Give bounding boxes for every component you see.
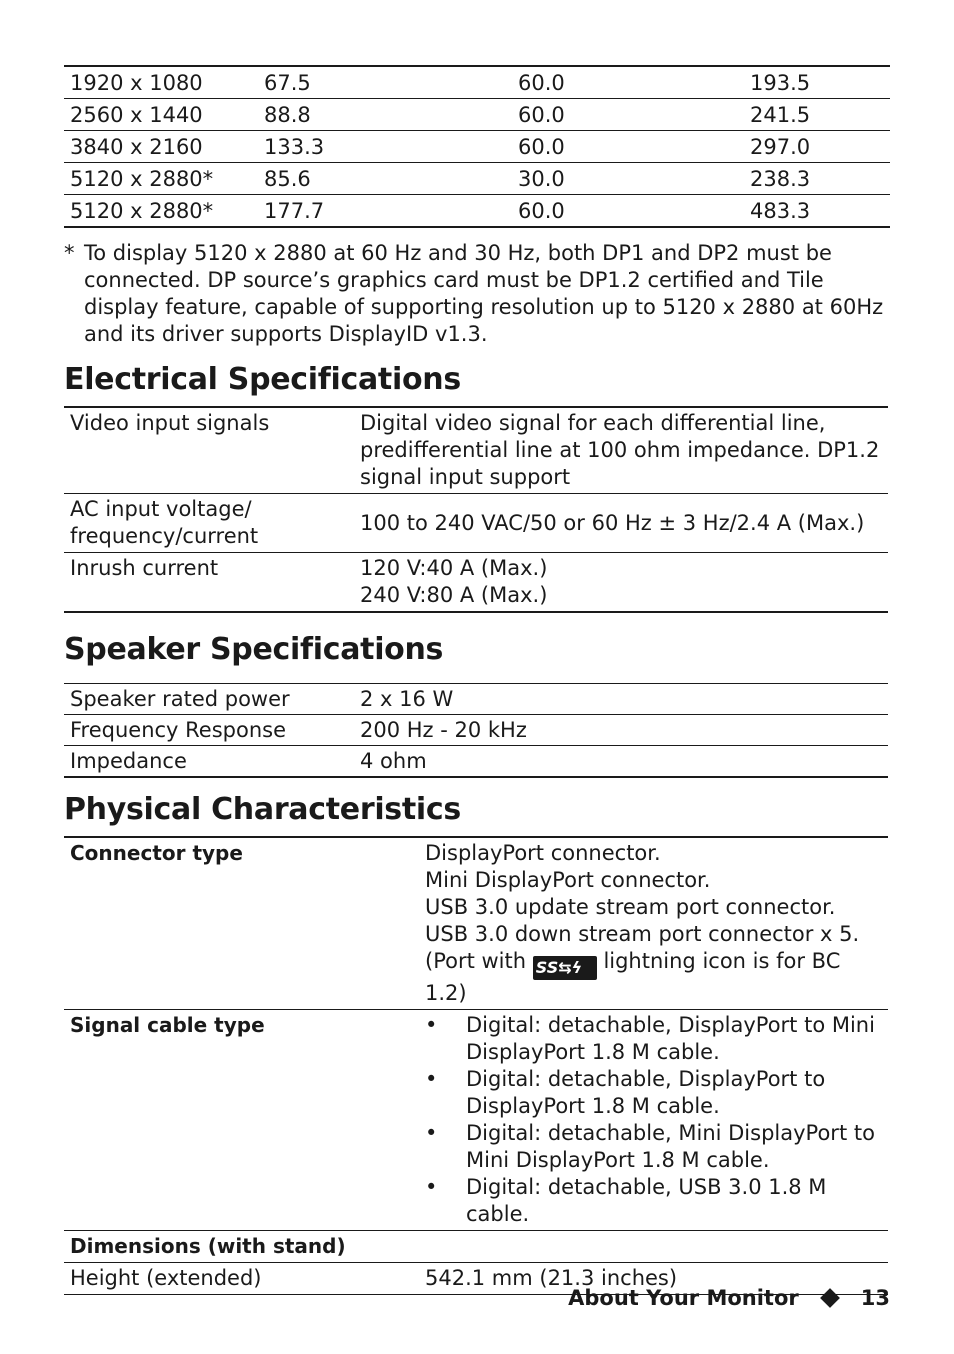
resolution-cell: 3840 x 2160 <box>64 131 258 163</box>
footnote <box>64 240 894 348</box>
list-item: • Digital: detachable, DisplayPort to Mini DisplayPort 1.8 M cable. <box>425 1012 882 1066</box>
speaker-heading: Speaker Specifications <box>64 632 444 667</box>
physical-heading: Physical Characteristics <box>64 792 461 827</box>
row-label: Dimensions (with stand) <box>64 1231 888 1263</box>
vfreq-cell: 60.0 <box>512 66 744 99</box>
value-line: USB 3.0 down stream port connector x 5. <box>425 922 860 946</box>
table-row <box>64 131 890 163</box>
row-label: Speaker rated power <box>64 684 354 715</box>
page-footer <box>568 1286 890 1310</box>
note-suffix: lightning icon is for BC 1.2) <box>425 949 841 1005</box>
list-item: • Digital: detachable, DisplayPort to DisplayPort 1.8 M cable. <box>425 1066 882 1120</box>
hfreq-cell: 85.6 <box>258 163 512 195</box>
diamond-icon <box>820 1288 840 1308</box>
cable-list <box>425 1012 882 1228</box>
pixel-clock-cell: 483.3 <box>750 198 811 223</box>
vfreq-cell: 60.0 <box>512 131 744 163</box>
footer-section-title: About Your Monitor <box>568 1286 799 1310</box>
row-label: Height (extended) <box>64 1263 419 1295</box>
value-line: DisplayPort connector. <box>425 841 661 865</box>
row-value: 100 to 240 VAC/50 or 60 Hz ± 3 Hz/2.4 A (Max.) <box>354 494 888 553</box>
table-row <box>64 66 890 99</box>
pixel-clock-cell: 241.5 <box>744 99 890 131</box>
connector-note <box>425 948 882 1007</box>
usb-superspeed-lightning-icon: SS⇆ϟ <box>533 956 597 980</box>
row-value: 542.1 mm (21.3 inches) <box>419 1263 888 1295</box>
row-label <box>64 494 354 553</box>
table-row <box>64 163 890 195</box>
table-row <box>64 746 888 778</box>
row-label: Inrush current <box>64 553 354 613</box>
table-row <box>64 195 890 228</box>
page-number: 13 <box>860 1286 890 1310</box>
table-row <box>64 99 890 131</box>
table-row <box>64 684 888 715</box>
row-value: 2 x 16 W <box>354 684 888 715</box>
table-row <box>64 715 888 746</box>
table-row <box>64 407 888 494</box>
value-line: 240 V:80 A (Max.) <box>360 583 548 607</box>
electrical-heading: Electrical Specifications <box>64 362 461 397</box>
hfreq-cell: 133.3 <box>258 131 512 163</box>
list-item: • Digital: detachable, Mini DisplayPort to Mini DisplayPort 1.8 M cable. <box>425 1120 882 1174</box>
table-row <box>64 1010 888 1231</box>
row-label: Video input signals <box>64 407 354 494</box>
row-value <box>419 837 888 1010</box>
value-line: 120 V:40 A (Max.) <box>360 556 548 580</box>
row-label: Impedance <box>64 746 354 778</box>
row-value <box>419 1010 888 1231</box>
row-value: Digital video signal for each differential line, predifferential line at 100 ohm impedance. DP1.2 signal input support <box>354 407 888 494</box>
row-value: 4 ohm <box>354 746 888 778</box>
hfreq-cell: 88.8 <box>258 99 512 131</box>
footnote-marker: * <box>64 241 75 265</box>
value-line: Mini DisplayPort connector. <box>425 868 711 892</box>
row-label: Signal cable type <box>64 1010 419 1231</box>
speaker-table <box>64 683 888 778</box>
table-row <box>64 837 888 1010</box>
table-row <box>64 553 888 613</box>
hfreq-cell: 67.5 <box>258 66 512 99</box>
list-item: • Digital: detachable, USB 3.0 1.8 M cable. <box>425 1174 882 1228</box>
row-label: Frequency Response <box>64 715 354 746</box>
vfreq-cell: 60.0 <box>512 99 744 131</box>
table-row <box>64 494 888 553</box>
row-value <box>354 553 888 613</box>
electrical-table <box>64 406 888 613</box>
row-label: Connector type <box>64 837 419 1010</box>
label-line: AC input voltage/ <box>70 497 252 521</box>
footnote-text: To display 5120 x 2880 at 60 Hz and 30 Hz, both DP1 and DP2 must be connected. DP source’s graphics card must be DP1.2 certified and Tile display feature, capable of supporting resolution up to 5120 x 2880 at 60Hz and its driver supports DisplayID v1.3. <box>84 241 884 346</box>
pixel-clock-cell: 297.0 <box>744 131 890 163</box>
label-line: frequency/current <box>70 524 259 548</box>
vfreq-cell: 30.0 <box>512 163 744 195</box>
note-prefix: (Port with <box>425 949 527 973</box>
vfreq-cell: 60.0 <box>518 198 565 223</box>
pixel-clock-cell: 193.5 <box>744 66 890 99</box>
table-row <box>64 1231 888 1263</box>
value-line: USB 3.0 update stream port connector. <box>425 895 836 919</box>
resolution-cell: 5120 x 2880* <box>64 163 258 195</box>
pixel-clock-cell: 238.3 <box>744 163 890 195</box>
hfreq-cell: 177.7 <box>264 198 325 223</box>
resolution-cell: 2560 x 1440 <box>64 99 258 131</box>
timing-table <box>64 65 890 228</box>
resolution-cell: 1920 x 1080 <box>64 66 258 99</box>
physical-table <box>64 836 888 1295</box>
row-value: 200 Hz - 20 kHz <box>354 715 888 746</box>
resolution-cell: 5120 x 2880* <box>70 198 214 223</box>
